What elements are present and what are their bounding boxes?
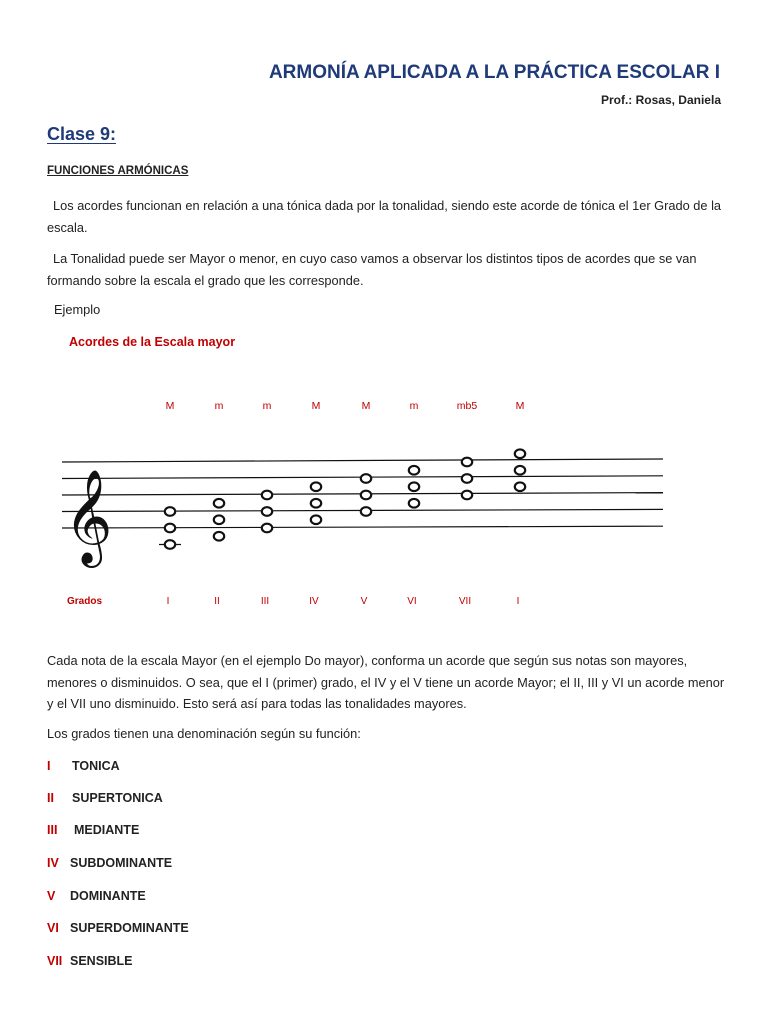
degree-function-name: SENSIBLE — [70, 954, 133, 968]
degree-function-name: SUBDOMINANTE — [70, 856, 173, 870]
degree-numeral: IV — [47, 856, 59, 870]
whole-note — [214, 515, 224, 524]
degree-function-name: TONICA — [72, 759, 120, 773]
whole-note — [262, 507, 272, 516]
chord-quality-label: mb5 — [456, 400, 478, 412]
chord-quality-label: m — [214, 400, 224, 412]
whole-note — [361, 507, 371, 516]
chord-quality-label: M — [361, 400, 371, 412]
degree-function-name: SUPERTONICA — [72, 791, 163, 805]
paragraph-tonality: La Tonalidad puede ser Mayor o menor, en cuyo caso vamos a observar los distintos tipos de acordes que se van formando sobre la escala el grado que les corresponde. — [47, 251, 697, 288]
degree-numeral: I — [47, 759, 51, 773]
chord-quality-label: m — [262, 400, 272, 412]
paragraph-tonic: Los acordes funcionan en relación a una tónica dada por la tonalidad, siendo este acorde de tónica el 1er Grado de la escala. — [47, 198, 722, 235]
whole-note — [515, 466, 525, 475]
degree-numeral: V — [47, 889, 56, 903]
whole-note — [462, 491, 472, 500]
whole-note — [262, 524, 272, 533]
whole-note — [361, 474, 371, 483]
degree-numeral: III — [47, 823, 58, 837]
chord-quality-label: M — [311, 400, 321, 412]
staff-line — [62, 526, 663, 528]
degree-label: I — [166, 596, 170, 607]
whole-note — [409, 499, 419, 508]
whole-note — [361, 491, 371, 500]
whole-note — [515, 449, 525, 458]
whole-note — [409, 482, 419, 491]
whole-note — [462, 458, 472, 467]
degree-function-name: SUPERDOMINANTE — [70, 921, 189, 935]
degree-label: V — [360, 596, 368, 607]
whole-note — [214, 532, 224, 541]
section-heading: FUNCIONES ARMÓNICAS — [47, 165, 189, 177]
degree-item — [47, 759, 120, 773]
whole-note — [262, 491, 272, 500]
whole-note — [214, 499, 224, 508]
degree-numeral: VI — [47, 921, 59, 935]
staff-line — [62, 459, 663, 462]
whole-note — [311, 515, 321, 524]
degree-item — [47, 791, 163, 805]
degree-numeral: VII — [47, 954, 63, 968]
degree-function-name: DOMINANTE — [70, 889, 146, 903]
whole-note — [165, 540, 175, 549]
whole-note — [165, 524, 175, 533]
document-title: ARMONÍA APLICADA A LA PRÁCTICA ESCOLAR I — [268, 62, 720, 83]
whole-note — [515, 482, 525, 491]
degree-label: VII — [458, 596, 472, 607]
degree-numeral: II — [47, 791, 54, 805]
degree-item — [47, 921, 189, 935]
degree-function-name: MEDIANTE — [74, 823, 140, 837]
degree-label: VI — [407, 596, 417, 607]
chord-quality-label: m — [409, 400, 419, 412]
example-label: Ejemplo — [54, 302, 101, 317]
grados-label: Grados — [67, 596, 103, 607]
whole-note — [165, 507, 175, 516]
degree-item — [47, 889, 146, 903]
professor-name: Prof.: Rosas, Daniela — [600, 93, 721, 107]
whole-note — [311, 482, 321, 491]
whole-note — [462, 474, 472, 483]
scale-chords-staff — [0, 380, 768, 620]
degree-item — [47, 856, 172, 870]
whole-note — [409, 466, 419, 475]
degree-label: II — [214, 596, 220, 607]
degree-label: III — [260, 596, 270, 607]
whole-note — [311, 499, 321, 508]
chart-title: Acordes de la Escala mayor — [69, 335, 236, 349]
lesson-title: Clase 9: — [47, 124, 117, 144]
degree-item — [47, 954, 133, 968]
chord-quality-label: M — [515, 400, 525, 412]
degree-item — [47, 823, 139, 837]
chord-quality-label: M — [165, 400, 175, 412]
paragraph-functions-intro: Los grados tienen una denominación según su función: — [47, 726, 361, 741]
paragraph-explanation: Cada nota de la escala Mayor (en el ejemplo Do mayor), conforma un acorde que según sus notas son mayores, menores o disminuidos. O sea, que el I (primer) grado, el IV y el V tiene un acorde Mayor; el II, III y VI un acorde menor y el VII uno disminuido. Esto será así para todas las tonalidades mayores. — [47, 653, 725, 711]
degree-label: I — [516, 596, 520, 607]
treble-clef-icon: 𝄞 — [64, 469, 113, 564]
degree-label: IV — [309, 596, 319, 607]
